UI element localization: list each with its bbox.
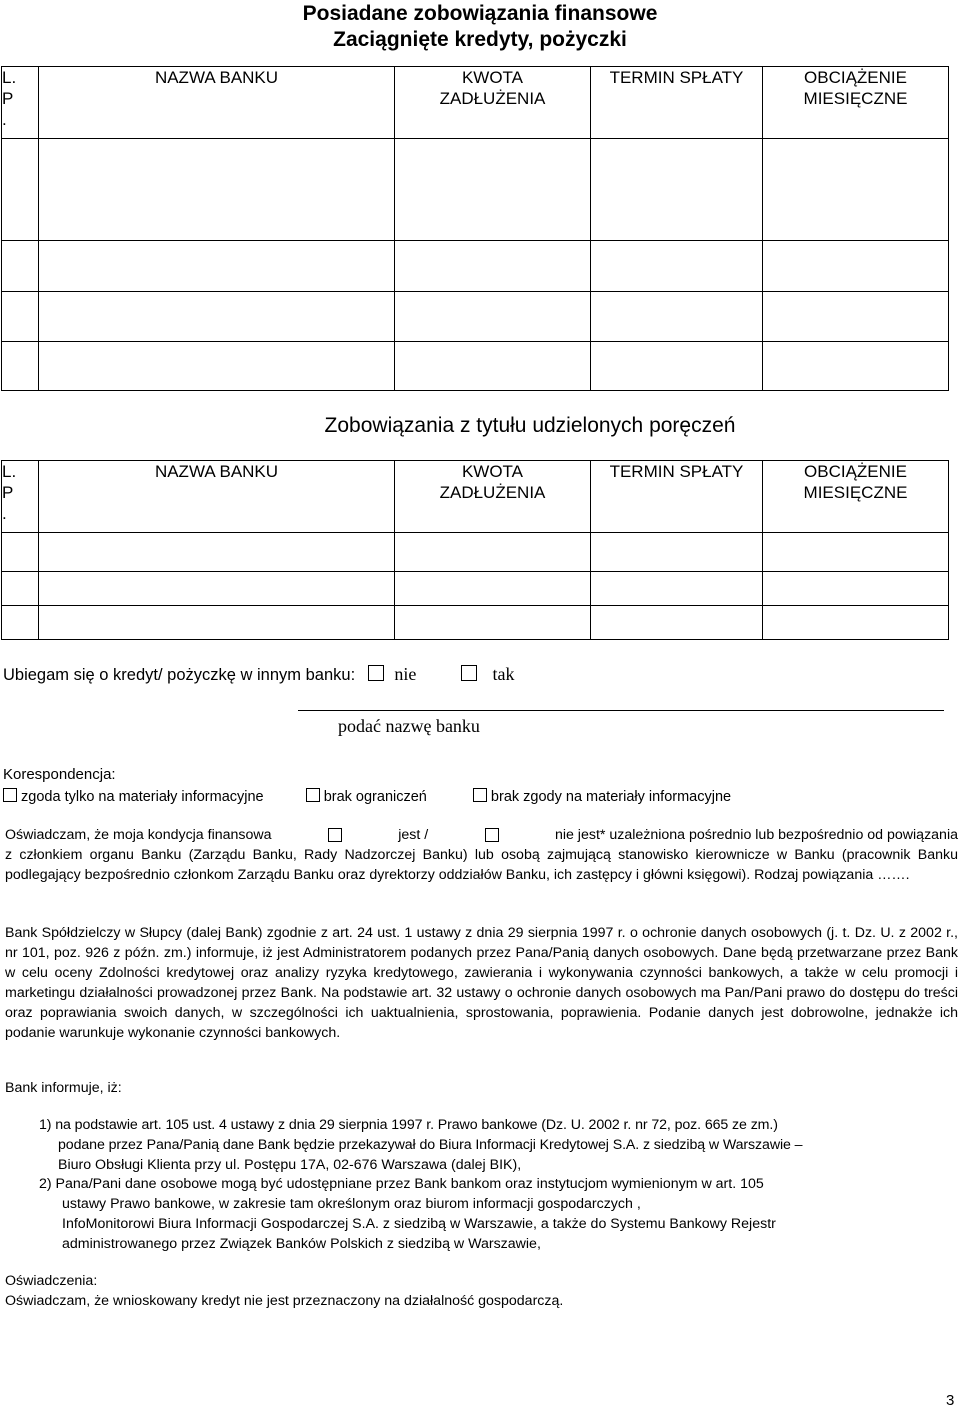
no-label: nie [394,664,417,684]
guarantees-title: Zobowiązania z tytułu udzielonych poręczeń [324,414,736,437]
table-header-row [2,67,949,139]
dependent-yes-checkbox[interactable] [328,828,342,842]
statements-text: Oświadczam, że wnioskowany kredyt nie jest przeznaczony na działalność gospodarczą. [5,1293,564,1309]
page-number: 3 [946,1392,955,1409]
dependent-no-checkbox[interactable] [485,828,499,842]
table-row[interactable] [2,606,949,640]
other-bank-question: Ubiegam się o kredyt/ pożyczkę w innym banku: nie tak [3,664,515,684]
inform-item-2-line-1: 2) Pana/Pani dane osobowe mogą być udostępniane przez Bank bankom oraz instytucjom wymienionym w art. 105 [39,1176,764,1192]
header-debt-amount: KWOTA ZADŁUŻENIA [395,461,591,533]
inform-item-2-line-3: InfoMonitorowi Biura Informacji Gospodarczej S.A. z siedzibą w Warszawie, a także do Systemu Bankowy Rejestr [62,1216,776,1232]
yes-label: tak [492,664,515,684]
header-monthly-burden: OBCIĄŻENIE MIESIĘCZNE [763,67,949,139]
no-consent-label: brak zgody na materiały informacyjne [490,789,732,805]
header-bank-name: NAZWA BANKU [39,67,395,139]
correspondence-label: Korespondencja: [3,766,116,783]
no-checkbox[interactable] [368,665,384,681]
header-bank-name: NAZWA BANKU [39,461,395,533]
declaration-paragraph: Oświadczam, że moja kondycja finansowa jest / nie jest* uzależniona pośrednio lub bezpośrednio od powiązania z członkiem organu Banku (Zarządu Banku, Rady Nadzorczej Banku) lub osobą zajmującą stanowisko kierownicze w Banku (pracownik Banku podlegający bezpośrednio członkom Zarządu Banku oraz dyrektorzy oddziałów Banku, ich zastępcy i główni księgowi). Rodzaj powiązania ……. [5,827,958,883]
no-limits-checkbox[interactable] [306,788,320,802]
table-row[interactable] [2,342,949,391]
inform-item-1-line-1: 1) na podstawie art. 105 ust. 4 ustawy z dnia 29 sierpnia 1997 r. Prawo bankowe (Dz. U. 2002 r. nr 72, poz. 665 ze zm.) [39,1117,778,1133]
header-debt-amount: KWOTA ZADŁUŻENIA [395,67,591,139]
bank-informs-label: Bank informuje, iż: [5,1080,122,1096]
no-consent-checkbox[interactable] [473,788,487,802]
inform-item-2-line-2: ustawy Prawo bankowe, w zakresie tam określonym oraz biurom informacji gospodarczych , [62,1196,641,1212]
header-lp: L. P . [2,461,39,533]
table-row[interactable] [2,292,949,342]
correspondence-options [3,787,731,807]
yes-checkbox[interactable] [461,665,477,681]
header-monthly-burden: OBCIĄŻENIE MIESIĘCZNE [763,461,949,533]
table-row[interactable] [2,139,949,241]
guarantees-table [1,460,949,640]
table-row[interactable] [2,533,949,572]
inform-item-2-line-4: administrowanego przez Związek Banków Polskich z siedzibą w Warszawie, [62,1236,541,1252]
table-row[interactable] [2,241,949,292]
header-repayment-term: TERMIN SPŁATY [591,461,763,533]
consent-info-only-label: zgoda tylko na materiały informacyjne [21,789,264,805]
data-protection-paragraph: Bank Spółdzielczy w Słupcy (dalej Bank) zgodnie z art. 24 ust. 1 ustawy z dnia 29 sierpnia 1997 r. o ochronie danych osobowych (j. t. Dz. U. z 2002 r., nr 101, poz. 926 z późn. zm.) informuje, iż jest Administratorem podanych przez Pana/Panią danych osobowych. Dane będą przetwarzane przez Bank w celu oceny Zdolności kredytowej oraz analizy ryzyka kredytowego, zawierania i wykonywania czynności bankowych, a także w celu promocji i marketingu działalności prowadzonej przez Bank. Na podstawie art. 32 ustawy o ochronie danych osobowych ma Pan/Pani prawo do dostępu do treści oraz poprawiania swoich danych, w szczególności ich uaktualnienia, sprostowania, poprawienia. Podanie danych jest dobrowolne, jednakże ich podanie warunkuje wykonanie czynności bankowych. [5,925,958,1041]
no-limits-label: brak ograniczeń [323,789,427,805]
statements-label: Oświadczenia: [5,1273,98,1289]
page-title: Posiadane zobowiązania finansowe [302,2,658,25]
page-subtitle: Zaciągnięte kredyty, pożyczki [333,28,627,51]
inform-item-1-line-3: Biuro Obsługi Klienta przy ul. Postępu 17A, 02-676 Warszawa (dalej BIK), [58,1157,522,1173]
table-row[interactable] [2,572,949,606]
consent-info-only-checkbox[interactable] [3,788,17,802]
bank-name-hint: podać nazwę banku [338,716,480,736]
loans-table [1,66,949,391]
header-repayment-term: TERMIN SPŁATY [591,67,763,139]
inform-item-1-line-2: podane przez Pana/Panią dane Bank będzie przekazywał do Biura Informacji Kredytowej S.A. z siedzibą w Warszawie – [58,1137,803,1153]
header-lp: L. P . [2,67,39,139]
bank-name-line[interactable] [298,710,944,711]
table-header-row [2,461,949,533]
